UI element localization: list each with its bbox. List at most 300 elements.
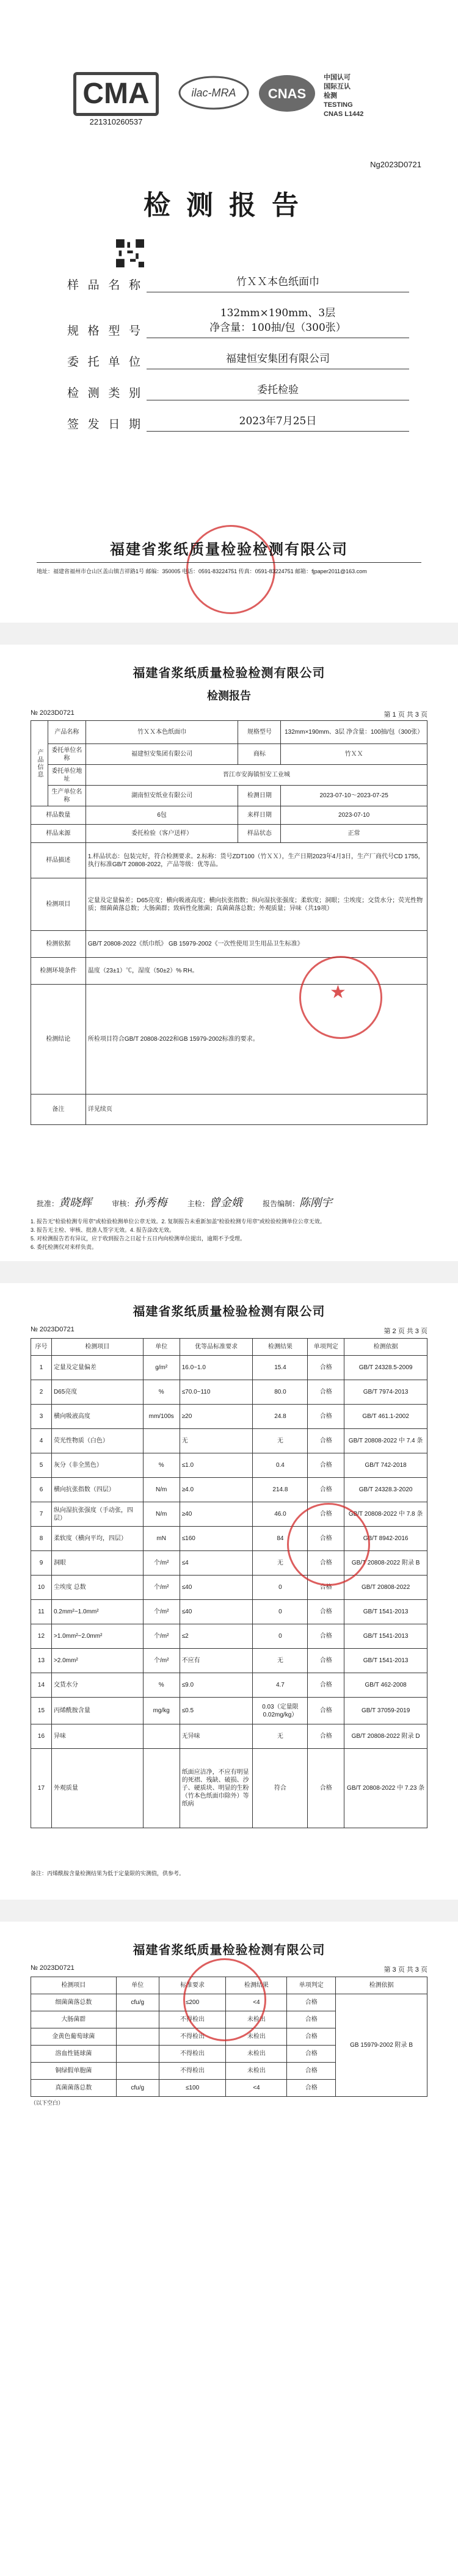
table-row	[31, 1576, 427, 1600]
page-org-header: 福建省浆纸质量检验检测有限公司	[133, 1942, 325, 1957]
sig-name: 黄晓辉	[59, 1196, 92, 1209]
report-page-2	[0, 1283, 458, 1900]
column-header: 检测结果	[226, 1977, 287, 1994]
cell	[143, 1749, 180, 1828]
table-row	[31, 1673, 427, 1698]
cell: ≤160	[180, 1527, 253, 1551]
cell-label: 样品描述	[31, 843, 86, 878]
cover-footer	[37, 537, 421, 576]
cell: ≤40	[180, 1576, 253, 1600]
red-seal-stamp	[287, 1503, 370, 1586]
cell: 细菌菌落总数	[31, 1994, 117, 2011]
cell-label: 检测依据	[31, 931, 86, 958]
cell: ≤200	[159, 1994, 226, 2011]
cell: 无	[253, 1649, 308, 1673]
cell: 未检出	[226, 2046, 287, 2063]
cell: 未检出	[226, 2011, 287, 2028]
field-label: 委托单位	[67, 355, 140, 369]
signature-reviewer	[112, 1194, 167, 1210]
cell: %	[143, 1673, 180, 1698]
cell-value: 晋江市安海镇恒安工业城	[85, 765, 427, 786]
column-header: 检测项目	[31, 1977, 117, 1994]
cell: ≤100	[159, 2080, 226, 2097]
cell: 24.8	[253, 1405, 308, 1429]
cell: N/m	[143, 1478, 180, 1502]
column-header: 标准要求	[159, 1977, 226, 1994]
cell-value: 所检项目符合GB/T 20808-2022和GB 15979-2002标准的要求。	[85, 985, 427, 1094]
cell: >2.0mm²	[51, 1649, 143, 1673]
table-row	[31, 721, 427, 744]
cell: 个/m²	[143, 1600, 180, 1624]
column-header: 单项判定	[308, 1339, 344, 1356]
cell: 交货水分	[51, 1673, 143, 1698]
organization-name: 福建省浆纸质量检验检测有限公司	[37, 537, 421, 563]
cell-value: 福建恒安集团有限公司	[85, 744, 238, 765]
cell: 纸面应洁净，不应有明显的死褶、残缺、破损、沙子、硬质块、明显的生粉（竹本色纸面巾除外）等纸病	[180, 1749, 253, 1828]
sig-name: 陈刚宇	[299, 1196, 333, 1209]
cell: ≥40	[180, 1502, 253, 1527]
cell: 15.4	[253, 1356, 308, 1380]
column-header: 检测依据	[344, 1339, 427, 1356]
cell: 合格	[287, 1994, 336, 2011]
cell-label: 样品来源	[31, 825, 86, 843]
field-value: 2023年7月25日	[147, 414, 409, 432]
table-row	[31, 1453, 427, 1478]
cell: ≤70.0~110	[180, 1380, 253, 1405]
cnas-text-line: TESTING	[324, 101, 353, 109]
table-row	[31, 1356, 427, 1380]
cell: 合格	[308, 1624, 344, 1649]
table-row	[31, 1094, 427, 1125]
info-table	[31, 720, 427, 1125]
cell: 13	[31, 1649, 52, 1673]
cell: cfu/g	[116, 1994, 159, 2011]
cell	[143, 1429, 180, 1453]
cell: GB/T 742-2018	[344, 1453, 427, 1478]
cell: 4.7	[253, 1673, 308, 1698]
cell: GB/T 1541-2013	[344, 1600, 427, 1624]
footnote: 3. 报告无主检、审核、批准人签字无效。4. 报告涂改无效。	[31, 1227, 175, 1233]
cell: 合格	[308, 1453, 344, 1478]
cell: 无	[253, 1724, 308, 1749]
cell: 符合	[253, 1749, 308, 1828]
column-header: 检测结果	[253, 1339, 308, 1356]
cell: 不应有	[180, 1649, 253, 1673]
sig-name: 曾金娥	[209, 1196, 242, 1209]
field-value: 委托检验	[147, 383, 409, 400]
cell: mN	[143, 1527, 180, 1551]
cell-value: 2023-07-10～2023-07-25	[281, 786, 427, 806]
cell: 9	[31, 1551, 52, 1576]
page-number: 第 1 页 共 3 页	[383, 711, 427, 718]
cell: 合格	[287, 2046, 336, 2063]
page-org-header: 福建省浆纸质量检验检测有限公司	[133, 665, 325, 680]
table-row	[31, 825, 427, 843]
cell-value: 委托检验（客户送样）	[85, 825, 238, 843]
cell: 合格	[308, 1673, 344, 1698]
cell: 真菌菌落总数	[31, 2080, 117, 2097]
report-title: 检测报告	[144, 190, 314, 221]
cell: 合格	[308, 1576, 344, 1600]
cell: 0.03（定量限0.02mg/kg）	[253, 1698, 308, 1724]
cell: 不得检出	[159, 2011, 226, 2028]
cell: mm/100s	[143, 1405, 180, 1429]
cell: 溶血性链球菌	[31, 2046, 117, 2063]
svg-text:CNAS: CNAS	[267, 86, 307, 101]
cell: 合格	[308, 1551, 344, 1576]
field-sample-name	[67, 275, 409, 292]
cell: 丙烯酰胺含量	[51, 1698, 143, 1724]
cell-label: 产品名称	[48, 721, 85, 744]
cell-label: 检测日期	[238, 786, 281, 806]
signature-row	[37, 1194, 351, 1210]
cell: 12	[31, 1624, 52, 1649]
cell: 合格	[308, 1380, 344, 1405]
cell: N/m	[143, 1502, 180, 1527]
section-side-label: 产品信息	[31, 721, 48, 806]
table-row	[31, 1624, 427, 1649]
cell	[116, 2063, 159, 2080]
cell: GB/T 24328.3-2020	[344, 1478, 427, 1502]
cell: 16	[31, 1724, 52, 1749]
cell: GB/T 20808-2022	[344, 1576, 427, 1600]
cell: 大肠菌群	[31, 2011, 117, 2028]
cell: 1	[31, 1356, 52, 1380]
cnas-text-line: 中国认可	[324, 74, 351, 81]
field-label: 规格型号	[67, 324, 140, 338]
cell: 15	[31, 1698, 52, 1724]
cell: 合格	[308, 1749, 344, 1828]
cell-value: 132mm×190mm、3层 净含量：100抽/包（300张）	[281, 721, 427, 744]
table-row	[31, 1429, 427, 1453]
cell: 不得检出	[159, 2063, 226, 2080]
cell: 合格	[308, 1724, 344, 1749]
cell: 未检出	[226, 2063, 287, 2080]
field-label: 检测类别	[67, 386, 140, 400]
cell: 个/m²	[143, 1624, 180, 1649]
table-row	[31, 765, 427, 786]
cell: GB/T 24328.5-2009	[344, 1356, 427, 1380]
cnas-text-line: 检测	[324, 92, 337, 99]
cell: 合格	[308, 1502, 344, 1527]
cell: 不得检出	[159, 2028, 226, 2046]
cover-page	[0, 0, 458, 623]
ilac-mra-logo	[177, 74, 250, 111]
signature-inspector	[187, 1194, 242, 1210]
cell: 不得检出	[159, 2046, 226, 2063]
cell: <4	[226, 2080, 287, 2097]
cell-label: 检测结论	[31, 985, 86, 1094]
cell: 外观质量	[51, 1749, 143, 1828]
cell: 84	[253, 1527, 308, 1551]
cell: 合格	[308, 1649, 344, 1673]
cell: 7	[31, 1502, 52, 1527]
results-table	[31, 1338, 427, 1828]
table-row	[31, 931, 427, 958]
cell: 0.4	[253, 1453, 308, 1478]
sig-role: 主检：	[187, 1199, 209, 1208]
cell: ≥20	[180, 1405, 253, 1429]
page-org-header: 福建省浆纸质量检验检测有限公司	[133, 1304, 325, 1319]
cell	[116, 2028, 159, 2046]
table-row	[31, 806, 427, 825]
sig-role: 审核：	[112, 1199, 134, 1208]
cell: ≤2	[180, 1624, 253, 1649]
cell-label: 检测项目	[31, 878, 86, 931]
report-number: № 2023D0721	[31, 1326, 75, 1333]
cell: ≤1.0	[180, 1453, 253, 1478]
report-number: № 2023D0721	[31, 1964, 75, 1972]
cell: GB/T 20808-2022 附录 D	[344, 1724, 427, 1749]
cell-value: 1.样品状态：包装完好，符合检测要求。2.标称：货号ZDT100（竹ＸＸ），生产日期2023年4月3日，生产厂商代号CD 1755，执行标准GB/T 20808-2022，产品等级：优等品。	[85, 843, 427, 878]
cell: 无	[253, 1551, 308, 1576]
cover-fields	[67, 275, 409, 445]
cell: 0	[253, 1576, 308, 1600]
cell	[143, 1724, 180, 1749]
cell: GB/T 20808-2022 中 7.23 条	[344, 1749, 427, 1828]
cell: 洞眼	[51, 1551, 143, 1576]
report-page-3	[0, 1922, 458, 2576]
cell: 无异味	[180, 1724, 253, 1749]
cell: 合格	[287, 2063, 336, 2080]
cell-value: 6包	[85, 806, 238, 825]
cell-method: GB 15979-2002 附录 B	[336, 1994, 427, 2097]
page-footnote: 备注：丙烯酰胺含量检测结果为低于定量限的实测值，供参考。	[31, 1870, 185, 1876]
cell: 17	[31, 1749, 52, 1828]
cma-number: 221310260537	[89, 117, 143, 126]
cell: 0.2mm²~1.0mm²	[51, 1600, 143, 1624]
table-row	[31, 1478, 427, 1502]
organization-address: 地址：福建省福州市仓山区盖山镇吉祥路1号 邮编：350005 电话：0591-83224751 传真：0591-83224751 邮箱：fjpaper2011@163.com	[37, 568, 367, 574]
cell: 合格	[287, 2011, 336, 2028]
cell: 横向抗张指数（四层）	[51, 1478, 143, 1502]
table-row	[31, 1698, 427, 1724]
cell: GB/T 461.1-2002	[344, 1405, 427, 1429]
column-header: 单项判定	[287, 1977, 336, 1994]
column-header: 优等品标准要求	[180, 1339, 253, 1356]
cell-value: 正常	[281, 825, 427, 843]
cell: 46.0	[253, 1502, 308, 1527]
cell: ≤4	[180, 1551, 253, 1576]
cell: 金黄色葡萄球菌	[31, 2028, 117, 2046]
cell-value: 2023-07-10	[281, 806, 427, 825]
cell	[116, 2011, 159, 2028]
cell: 8	[31, 1527, 52, 1551]
cell: mg/kg	[143, 1698, 180, 1724]
cell: 横向吸液高度	[51, 1405, 143, 1429]
table-row	[31, 1502, 427, 1527]
cell: 16.0~1.0	[180, 1356, 253, 1380]
cnas-text-line: CNAS L1442	[324, 110, 364, 118]
report-number: Ng2023D0721	[370, 160, 421, 169]
table-row	[31, 744, 427, 765]
cell: GB/T 20808-2022 中 7.4 条	[344, 1429, 427, 1453]
cell: ≥4.0	[180, 1478, 253, 1502]
cell-label: 样品数量	[31, 806, 86, 825]
table-row	[31, 1600, 427, 1624]
results-table-body	[31, 1356, 427, 1828]
cell-label: 委托单位名称	[48, 744, 85, 765]
cell: 尘埃度 总数	[51, 1576, 143, 1600]
cell: ≤9.0	[180, 1673, 253, 1698]
cell-label: 委托单位地址	[48, 765, 85, 786]
cell: 214.8	[253, 1478, 308, 1502]
field-test-type	[67, 383, 409, 400]
table-row	[31, 1649, 427, 1673]
field-value: 竹ＸＸ本色纸面巾	[147, 275, 409, 292]
cell: GB/T 37059-2019	[344, 1698, 427, 1724]
qr-code-icon	[116, 239, 144, 267]
cell: 个/m²	[143, 1649, 180, 1673]
red-seal-stamp	[183, 1958, 266, 2041]
cell: 14	[31, 1673, 52, 1698]
cell: 6	[31, 1478, 52, 1502]
cell: 荧光性物质（白色）	[51, 1429, 143, 1453]
cell-label: 检测环境条件	[31, 958, 86, 985]
cell: D65亮度	[51, 1380, 143, 1405]
cell: 合格	[308, 1600, 344, 1624]
cell: %	[143, 1380, 180, 1405]
cell-label: 备注	[31, 1094, 86, 1125]
cell: 定量及定量偏差	[51, 1356, 143, 1380]
cell: 2	[31, 1380, 52, 1405]
cell-value: 温度（23±1）℃，湿度（50±2）% RH。	[85, 958, 427, 985]
end-of-report: （以下空白）	[31, 2100, 64, 2106]
page-number: 第 2 页 共 3 页	[383, 1328, 427, 1335]
cell: 5	[31, 1453, 52, 1478]
footnote: 5. 对检测报告若有异议，应于收到报告之日起十五日内向检测单位提出，逾期不予受理。	[31, 1236, 246, 1242]
cell-value: GB/T 20808-2022《纸巾纸》 GB 15979-2002《一次性使用卫生用品卫生标准》	[85, 931, 427, 958]
field-label: 样品名称	[67, 278, 140, 292]
cell-value: 竹ＸＸ	[281, 744, 427, 765]
table-row	[31, 843, 427, 878]
cell: 合格	[287, 2028, 336, 2046]
signature-approver	[37, 1194, 92, 1210]
report-number: № 2023D0721	[31, 709, 75, 717]
cell: 合格	[308, 1478, 344, 1502]
sig-role: 批准：	[37, 1199, 59, 1208]
cell: GB/T 20808-2022 中 7.8 条	[344, 1502, 427, 1527]
column-header: 单位	[143, 1339, 180, 1356]
cell-value: 详见续页	[85, 1094, 427, 1125]
sig-name: 孙秀梅	[134, 1196, 167, 1209]
table-row	[31, 1724, 427, 1749]
cell: <4	[226, 1994, 287, 2011]
page-subtitle: 检测报告	[207, 690, 251, 703]
cell: GB/T 462-2008	[344, 1673, 427, 1698]
sig-role: 报告编制：	[263, 1199, 300, 1208]
signature-editor	[263, 1194, 332, 1210]
cell-value: 竹ＸＸ本色纸面巾	[85, 721, 238, 744]
field-value: 福建恒安集团有限公司	[147, 352, 409, 369]
footnote: 1. 报告无"检验检测专用章"或检验检测单位公章无效。2. 复制报告未重新加盖"检验检测专用章"或检验检测单位公章无效。	[31, 1218, 325, 1225]
cell-label: 生产单位名称	[48, 786, 85, 806]
table-header-row	[31, 1339, 427, 1356]
cell: 合格	[308, 1356, 344, 1380]
cell-label: 规格型号	[238, 721, 281, 744]
cell-label: 商标	[238, 744, 281, 765]
cell	[116, 2046, 159, 2063]
page-separator	[0, 623, 458, 645]
column-header: 单位	[116, 1977, 159, 1994]
cell: >1.0mm²~2.0mm²	[51, 1624, 143, 1649]
table-row	[31, 878, 427, 931]
cell: 3	[31, 1405, 52, 1429]
cnas-logo	[256, 72, 318, 115]
field-label: 签发日期	[67, 418, 140, 431]
cell: 个/m²	[143, 1576, 180, 1600]
cell-value: 湖南恒安纸业有限公司	[85, 786, 238, 806]
cell: GB/T 7974-2013	[344, 1380, 427, 1405]
field-client	[67, 352, 409, 369]
cell: GB/T 8942-2016	[344, 1527, 427, 1551]
footnote: 6. 委托检测仅对来样负责。	[31, 1244, 98, 1250]
cell-label: 样品状态	[238, 825, 281, 843]
cnas-text-line: 国际互认	[324, 83, 351, 90]
cnas-text-block	[324, 73, 403, 119]
cell: ≤40	[180, 1600, 253, 1624]
cell: g/m²	[143, 1356, 180, 1380]
svg-text:ilac-MRA: ilac-MRA	[191, 87, 236, 99]
cell: 合格	[287, 2080, 336, 2097]
seal-star-icon: ★	[330, 982, 346, 1003]
field-value	[147, 306, 409, 338]
cell: %	[143, 1453, 180, 1478]
cell: 4	[31, 1429, 52, 1453]
cma-logo: CMA	[73, 72, 159, 116]
field-issue-date	[67, 414, 409, 432]
cell: 0	[253, 1624, 308, 1649]
field-value-line: 净含量：100抽/包（300张）	[209, 322, 346, 334]
cell: 0	[253, 1600, 308, 1624]
cell-value: 定量及定量偏差；D65亮度；横向吸液高度；横向抗张指数；纵向湿抗张强度；柔软度；洞眼；尘埃度；交货水分；荧光性物质；细菌菌落总数；大肠菌群；致病性化脓菌；真菌菌落总数；外观质量；异味（共19项）	[85, 878, 427, 931]
cell: 未检出	[226, 2028, 287, 2046]
report-footnotes	[31, 1217, 427, 1251]
cell: 纵向湿抗张强度（手动张，四层）	[51, 1502, 143, 1527]
page-number: 第 3 页 共 3 页	[383, 1966, 427, 1974]
cell: 11	[31, 1600, 52, 1624]
cell: 铜绿假单胞菌	[31, 2063, 117, 2080]
cell-label: 来样日期	[238, 806, 281, 825]
certification-logos	[73, 72, 391, 127]
page-separator	[0, 1900, 458, 1922]
cell: 无	[180, 1429, 253, 1453]
cell: GB/T 20808-2022 附录 B	[344, 1551, 427, 1576]
column-header: 检测项目	[51, 1339, 143, 1356]
report-page-1	[0, 645, 458, 1261]
cell: GB/T 1541-2013	[344, 1624, 427, 1649]
cell: 柔软度（横向平均，四层）	[51, 1527, 143, 1551]
cell: 合格	[308, 1527, 344, 1551]
table-row	[31, 1405, 427, 1429]
cell: 合格	[308, 1405, 344, 1429]
column-header: 序号	[31, 1339, 52, 1356]
cell: 合格	[308, 1429, 344, 1453]
column-header: 检测依据	[336, 1977, 427, 1994]
table-row	[31, 1749, 427, 1828]
cell: 10	[31, 1576, 52, 1600]
cell: 无	[253, 1429, 308, 1453]
cell: GB/T 1541-2013	[344, 1649, 427, 1673]
table-row	[31, 786, 427, 806]
cell: 灰分（非全黑色）	[51, 1453, 143, 1478]
cell: 个/m²	[143, 1551, 180, 1576]
cell: cfu/g	[116, 2080, 159, 2097]
table-row	[31, 1380, 427, 1405]
field-value-line: 132mm×190mm、3层	[220, 307, 336, 319]
page-separator	[0, 1261, 458, 1283]
cell: ≤0.5	[180, 1698, 253, 1724]
